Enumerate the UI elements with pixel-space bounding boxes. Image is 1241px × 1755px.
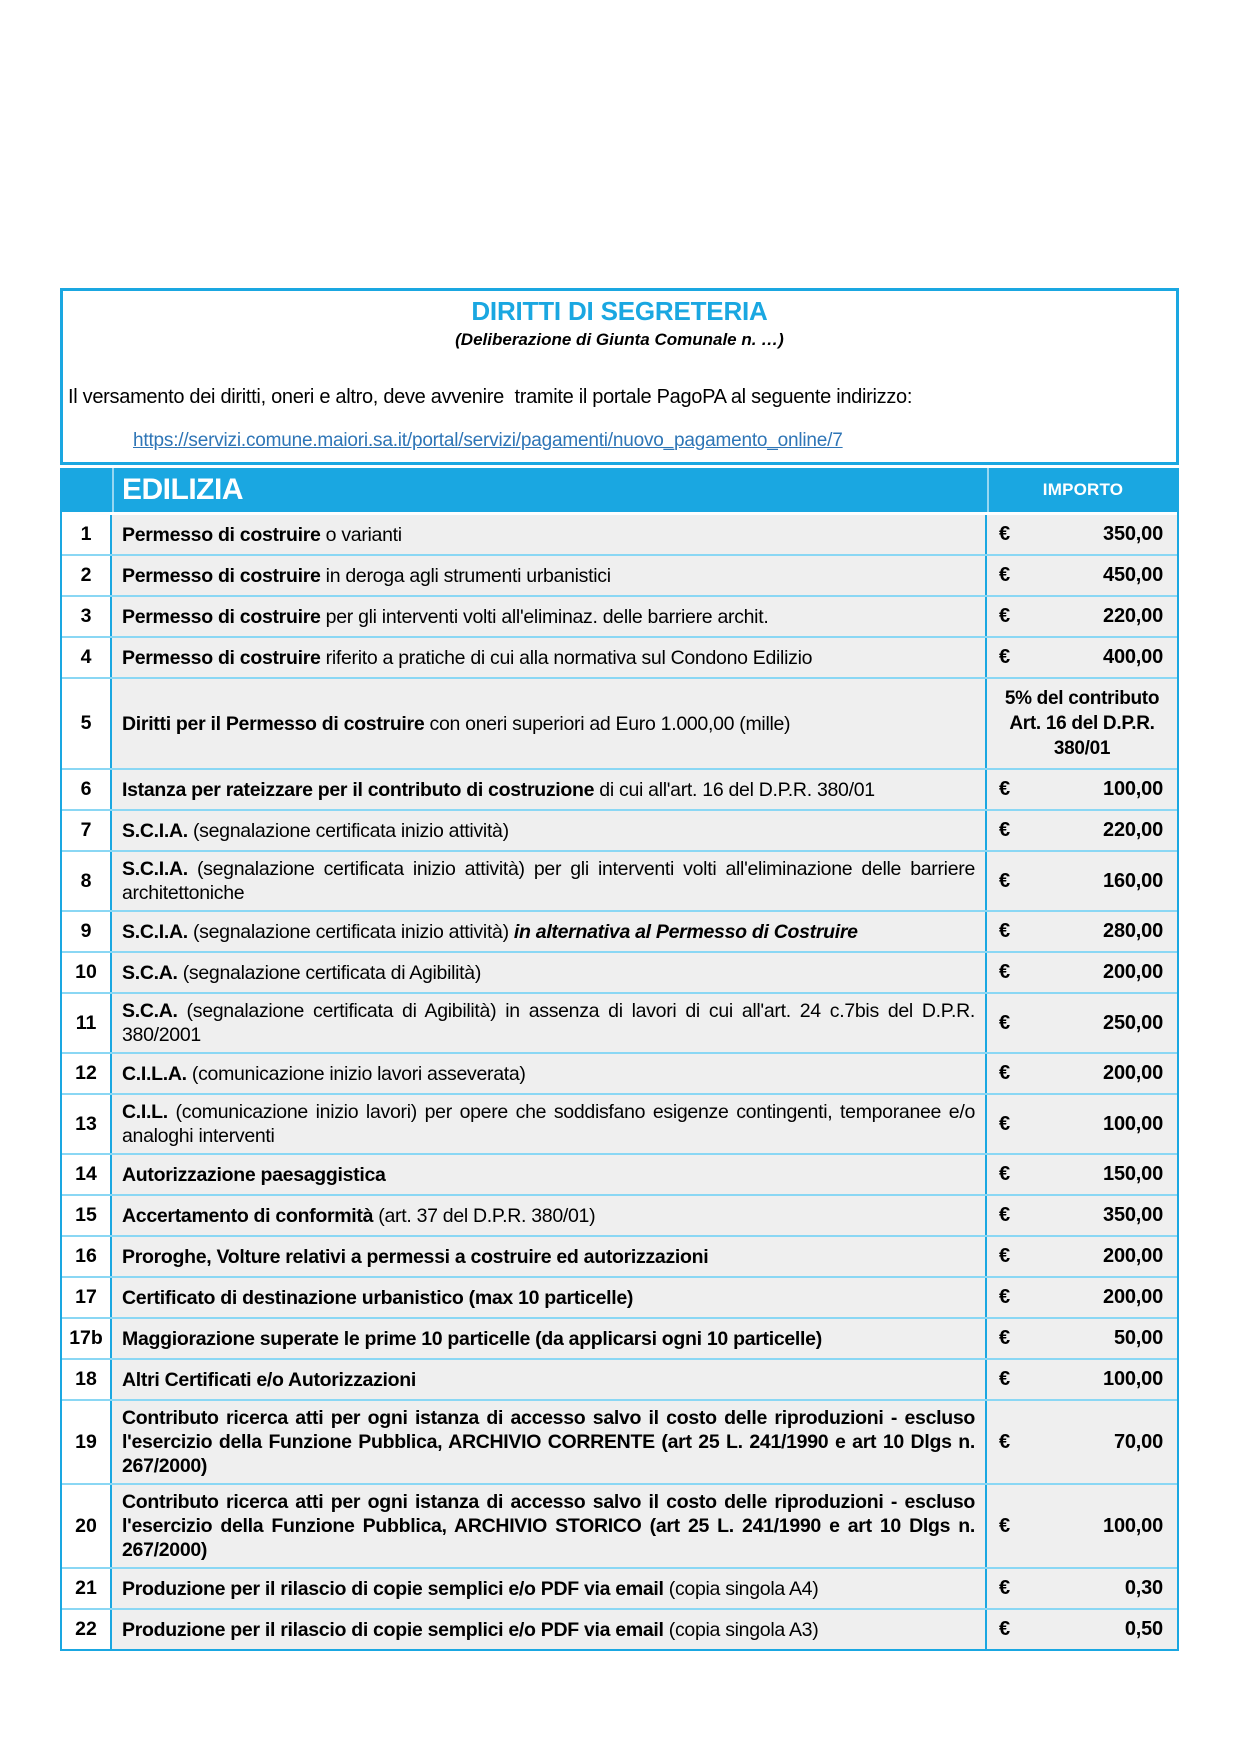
table-body (62, 515, 1177, 1649)
table-row (62, 1052, 1177, 1093)
euro-symbol: € (999, 1327, 1011, 1349)
fees-table (60, 468, 1179, 1651)
row-number: 8 (62, 852, 112, 910)
row-amount: 220,00 (1103, 819, 1163, 841)
table-row (62, 1317, 1177, 1358)
description-segment: (segnalazione certificata inizio attività) (187, 920, 514, 943)
table-row (62, 515, 1177, 554)
row-number: 20 (62, 1485, 112, 1567)
row-description (112, 679, 987, 768)
row-amount-cell (987, 1054, 1177, 1093)
description-segment: S.C.I.A. (122, 819, 188, 842)
row-amount: 200,00 (1103, 961, 1163, 983)
row-amount: 150,00 (1103, 1163, 1163, 1185)
description-segment: (segnalazione certificata inizio attività) (187, 819, 509, 842)
row-description (112, 597, 987, 636)
description-segment: (comunicazione inizio lavori) per opere che soddisfano esigenze contingenti, temporanee e/o analoghi interventi (122, 1101, 975, 1147)
row-number: 14 (62, 1155, 112, 1194)
row-amount: 200,00 (1103, 1286, 1163, 1308)
row-description (112, 912, 987, 951)
table-row (62, 554, 1177, 595)
table-row (62, 992, 1177, 1052)
row-number: 12 (62, 1054, 112, 1093)
row-number: 13 (62, 1095, 112, 1153)
row-description (112, 1095, 987, 1153)
euro-symbol: € (999, 646, 1011, 668)
euro-symbol: € (999, 1514, 1011, 1537)
row-number: 10 (62, 953, 112, 992)
description-segment: Permesso di costruire (122, 523, 321, 546)
row-amount-cell (987, 1360, 1177, 1399)
description-segment: S.C.A. (122, 961, 178, 984)
description-segment: Diritti per il Permesso di costruire (122, 712, 425, 735)
row-amount-cell (987, 912, 1177, 951)
euro-symbol: € (999, 605, 1011, 627)
description-segment: (segnalazione certificata di Agibilità) (177, 961, 482, 984)
row-amount: 350,00 (1103, 1204, 1163, 1226)
row-number: 22 (62, 1610, 112, 1649)
row-description (112, 994, 987, 1052)
row-description (112, 515, 987, 554)
euro-symbol: € (999, 819, 1011, 841)
table-row (62, 951, 1177, 992)
payment-link-line (63, 430, 1176, 452)
euro-symbol: € (999, 1368, 1011, 1390)
row-amount-cell (987, 515, 1177, 554)
row-number: 17 (62, 1278, 112, 1317)
euro-symbol: € (999, 1245, 1011, 1267)
row-amount-cell (987, 852, 1177, 910)
table-row (62, 1093, 1177, 1153)
row-description (112, 1196, 987, 1235)
row-amount: 250,00 (1103, 1011, 1163, 1034)
row-amount-cell (987, 1095, 1177, 1153)
description-segment: Istanza per rateizzare per il contributo di costruzione (122, 778, 595, 801)
row-amount: 350,00 (1103, 523, 1163, 545)
row-amount-cell (987, 1278, 1177, 1317)
row-amount-cell (987, 1237, 1177, 1276)
description-segment: Permesso di costruire (122, 646, 321, 669)
row-number: 6 (62, 770, 112, 809)
table-row (62, 636, 1177, 677)
row-amount: 220,00 (1103, 605, 1163, 627)
row-amount-cell (987, 679, 1177, 768)
description-segment: Contributo ricerca atti per ogni istanza di accesso salvo il costo delle riproduzioni - escluso l'esercizio della Funzione Pubblica, ARCHIVIO STORICO (art 25 L. 241/1990 e art 10 Dlgs n. 267/2000) (122, 1491, 975, 1561)
row-amount: 100,00 (1103, 1514, 1163, 1537)
row-number: 9 (62, 912, 112, 951)
row-number: 3 (62, 597, 112, 636)
row-description (112, 638, 987, 677)
euro-symbol: € (999, 961, 1011, 983)
row-number: 2 (62, 556, 112, 595)
row-amount: 100,00 (1103, 1368, 1163, 1390)
row-amount: 280,00 (1103, 920, 1163, 942)
description-segment: (copia singola A4) (663, 1577, 819, 1600)
table-row (62, 1399, 1177, 1483)
row-number: 4 (62, 638, 112, 677)
euro-symbol: € (999, 1204, 1011, 1226)
euro-symbol: € (999, 523, 1011, 545)
description-segment: Maggiorazione superate le prime 10 particelle (da applicarsi ogni 10 particelle) (122, 1327, 822, 1350)
row-amount-cell (987, 1196, 1177, 1235)
row-amount-cell (987, 1610, 1177, 1649)
row-number: 11 (62, 994, 112, 1052)
table-row (62, 1567, 1177, 1608)
row-amount-cell (987, 1155, 1177, 1194)
table-row (62, 595, 1177, 636)
euro-symbol: € (999, 1286, 1011, 1308)
row-description (112, 1401, 987, 1483)
euro-symbol: € (999, 564, 1011, 586)
table-row (62, 1358, 1177, 1399)
row-description (112, 1319, 987, 1358)
description-segment: Certificato di destinazione urbanistico (max 10 particelle) (122, 1286, 634, 1309)
row-amount: 100,00 (1103, 778, 1163, 800)
row-amount-cell (987, 811, 1177, 850)
description-segment: (segnalazione certificata inizio attività) per gli interventi volti all'eliminazione delle barriere architettoniche (122, 858, 975, 904)
description-segment: (segnalazione certificata di Agibilità) in assenza di lavori di cui all'art. 24 c.7bis del D.P.R. 380/2001 (122, 1000, 975, 1046)
table-row (62, 1276, 1177, 1317)
row-description (112, 556, 987, 595)
row-description (112, 1237, 987, 1276)
description-segment: Produzione per il rilascio di copie semplici e/o PDF via email (122, 1618, 664, 1641)
row-amount-cell (987, 994, 1177, 1052)
euro-symbol: € (999, 1163, 1011, 1185)
row-amount: 0,30 (1124, 1577, 1163, 1599)
row-amount: 200,00 (1103, 1245, 1163, 1267)
table-row (62, 1483, 1177, 1567)
description-segment: S.C.A. (122, 1000, 178, 1022)
euro-symbol: € (999, 1618, 1011, 1640)
description-segment: Altri Certificati e/o Autorizzazioni (122, 1368, 417, 1391)
payment-portal-link[interactable]: https://servizi.comune.maiori.sa.it/portal/servizi/pagamenti/nuovo_pagamento_online/7 (133, 430, 843, 451)
description-segment: per gli interventi volti all'eliminaz. delle barriere archit. (320, 605, 769, 628)
row-amount: 70,00 (1113, 1430, 1163, 1453)
row-description (112, 953, 987, 992)
row-number: 17b (62, 1319, 112, 1358)
description-segment: Permesso di costruire (122, 564, 321, 587)
row-description (112, 1278, 987, 1317)
row-number: 5 (62, 679, 112, 768)
header-box (60, 288, 1179, 465)
euro-symbol: € (999, 1112, 1011, 1135)
row-amount-cell (987, 1401, 1177, 1483)
table-row (62, 1194, 1177, 1235)
description-segment: di cui all'art. 16 del D.P.R. 380/01 (594, 778, 875, 801)
euro-symbol: € (999, 1577, 1011, 1599)
table-row (62, 910, 1177, 951)
intro-text: Il versamento dei diritti, oneri e altro, deve avvenire tramite il portale PagoPA al seguente indirizzo: (68, 386, 913, 408)
section-title: EDILIZIA (122, 473, 243, 506)
row-number: 15 (62, 1196, 112, 1235)
row-amount-note: 5% del contributo Art. 16 del D.P.R. 380/01 (1004, 688, 1160, 759)
row-amount-cell (987, 770, 1177, 809)
row-number: 18 (62, 1360, 112, 1399)
row-number: 19 (62, 1401, 112, 1483)
row-number: 16 (62, 1237, 112, 1276)
table-row (62, 768, 1177, 809)
description-segment: in deroga agli strumenti urbanistici (320, 564, 611, 587)
euro-symbol: € (999, 778, 1011, 800)
row-description (112, 1485, 987, 1567)
description-segment: S.C.I.A. (122, 920, 188, 943)
table-header-bar (62, 468, 1177, 515)
description-segment: C.I.L. (122, 1101, 168, 1123)
description-segment: (comunicazione inizio lavori asseverata) (186, 1062, 526, 1085)
table-row (62, 1608, 1177, 1649)
row-amount-cell (987, 1319, 1177, 1358)
table-row (62, 677, 1177, 768)
row-amount-cell (987, 597, 1177, 636)
row-description (112, 1155, 987, 1194)
row-description (112, 770, 987, 809)
description-segment: Contributo ricerca atti per ogni istanza di accesso salvo il costo delle riproduzioni - escluso l'esercizio della Funzione Pubblica, ARCHIVIO CORRENTE (art 25 L. 241/1990 e art 10 Dlgs n. 267/2000) (122, 1407, 975, 1477)
row-amount: 0,50 (1124, 1618, 1163, 1640)
euro-symbol: € (999, 1062, 1011, 1084)
row-number: 7 (62, 811, 112, 850)
description-segment: (art. 37 del D.P.R. 380/01) (373, 1204, 596, 1227)
row-amount-cell (987, 1485, 1177, 1567)
table-row (62, 850, 1177, 910)
description-segment: Produzione per il rilascio di copie semplici e/o PDF via email (122, 1577, 664, 1600)
row-amount-cell (987, 1569, 1177, 1608)
row-description (112, 811, 987, 850)
row-amount: 400,00 (1103, 646, 1163, 668)
row-amount: 160,00 (1103, 869, 1163, 892)
row-number: 1 (62, 515, 112, 554)
description-segment: Permesso di costruire (122, 605, 321, 628)
row-amount: 100,00 (1103, 1112, 1163, 1135)
euro-symbol: € (999, 920, 1011, 942)
page-subtitle: (Deliberazione di Giunta Comunale n. …) (455, 330, 784, 349)
description-segment: con oneri superiori ad Euro 1.000,00 (mille) (424, 712, 791, 735)
description-segment: o varianti (320, 523, 402, 546)
description-segment: Proroghe, Volture relativi a permessi a costruire ed autorizzazioni (122, 1245, 709, 1268)
table-row (62, 1235, 1177, 1276)
table-row (62, 1153, 1177, 1194)
euro-symbol: € (999, 1430, 1011, 1453)
row-amount-cell (987, 638, 1177, 677)
row-amount-cell (987, 953, 1177, 992)
description-segment: Autorizzazione paesaggistica (122, 1163, 386, 1186)
row-number: 21 (62, 1569, 112, 1608)
row-description (112, 1054, 987, 1093)
amount-column-header: IMPORTO (1042, 480, 1124, 499)
euro-symbol: € (999, 1011, 1011, 1034)
row-description (112, 1360, 987, 1399)
description-segment: (copia singola A3) (663, 1618, 819, 1641)
row-description (112, 1569, 987, 1608)
row-description (112, 1610, 987, 1649)
row-amount: 450,00 (1103, 564, 1163, 586)
table-row (62, 809, 1177, 850)
row-description (112, 852, 987, 910)
row-amount: 50,00 (1113, 1327, 1163, 1349)
description-segment: in alternativa al Permesso di Costruire (513, 920, 858, 943)
description-segment: S.C.I.A. (122, 858, 188, 880)
description-segment: riferito a pratiche di cui alla normativa sul Condono Edilizio (320, 646, 813, 669)
description-segment: Accertamento di conformità (122, 1204, 374, 1227)
row-amount-cell (987, 556, 1177, 595)
row-amount: 200,00 (1103, 1062, 1163, 1084)
page-title: DIRITTI DI SEGRETERIA (471, 296, 768, 326)
description-segment: C.I.L.A. (122, 1062, 187, 1085)
euro-symbol: € (999, 869, 1011, 892)
